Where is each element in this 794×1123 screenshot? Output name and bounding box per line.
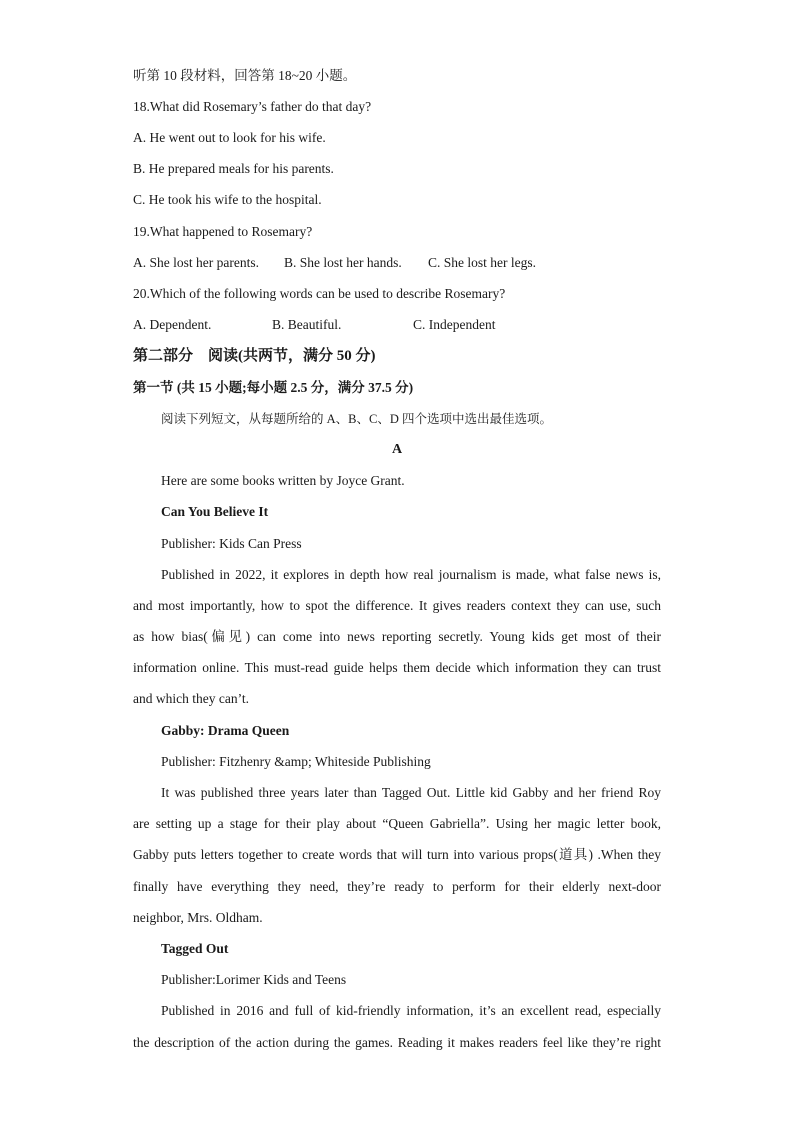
book-title-tagged-out: Tagged Out bbox=[161, 941, 229, 956]
paragraph-line: Published in 2016 and full of kid-friendly information, it’s an excellent read, especially bbox=[161, 1003, 661, 1018]
paragraph-line: and which they can’t. bbox=[133, 691, 249, 706]
question-19-option-b: B. She lost her hands. bbox=[284, 255, 402, 270]
question-19-option-a: A. She lost her parents. bbox=[133, 255, 259, 270]
passage-letter: A bbox=[391, 442, 403, 457]
listening-intro: 听第 10 段材料，回答第 18~20 小题。 bbox=[133, 68, 357, 83]
book-title-gabby-drama-queen: Gabby: Drama Queen bbox=[161, 723, 290, 738]
question-18-stem: 18.What did Rosemary’s father do that day? bbox=[133, 99, 372, 114]
reading-instruction: 阅读下列短文，从每题所给的 A、B、C、D 四个选项中选出最佳选项。 bbox=[161, 412, 552, 426]
paragraph-line: and most importantly, how to spot the difference. It gives readers context they can use, such bbox=[133, 598, 661, 613]
paragraph-line: are setting up a stage for their play about “Queen Gabriella”. Using her magic letter book, bbox=[133, 816, 661, 831]
book-publisher: Publisher: Fitzhenry &amp; Whiteside Publishing bbox=[161, 754, 431, 769]
question-20-option-a: A. Dependent. bbox=[133, 317, 212, 332]
reading-part-title: 第二部分 阅读(共两节，满分 50 分) bbox=[133, 348, 376, 364]
paragraph-line: It was published three years later than Tagged Out. Little kid Gabby and her friend Roy bbox=[161, 785, 661, 800]
question-19-stem: 19.What happened to Rosemary? bbox=[133, 224, 313, 239]
question-19-options bbox=[133, 254, 661, 272]
question-18-option-a: A. He went out to look for his wife. bbox=[133, 130, 326, 145]
question-18-option-c: C. He took his wife to the hospital. bbox=[133, 192, 322, 207]
question-19-option-c: C. She lost her legs. bbox=[428, 255, 536, 270]
question-18-option-b: B. He prepared meals for his parents. bbox=[133, 161, 334, 176]
passage-intro: Here are some books written by Joyce Grant. bbox=[161, 473, 405, 488]
paragraph-line: neighbor, Mrs. Oldham. bbox=[133, 910, 263, 925]
question-20-stem: 20.Which of the following words can be used to describe Rosemary? bbox=[133, 286, 506, 301]
paragraph-line: Gabby puts letters together to create words that will turn into various props(道具) .When they bbox=[133, 847, 661, 862]
paragraph-line: Published in 2022, it explores in depth how real journalism is made, what false news is, bbox=[161, 567, 661, 582]
paragraph-line: the description of the action during the games. Reading it makes readers feel like they’re right bbox=[133, 1035, 661, 1050]
book-publisher: Publisher:Lorimer Kids and Teens bbox=[161, 972, 347, 987]
reading-section-title: 第一节 (共 15 小题;每小题 2.5 分，满分 37.5 分) bbox=[133, 380, 414, 395]
question-20-options bbox=[133, 316, 661, 334]
question-20-option-b: B. Beautiful. bbox=[272, 317, 342, 332]
paragraph-line: information online. This must-read guide helps them decide which information they can trust bbox=[133, 660, 661, 675]
book-title-can-you-believe-it: Can You Believe It bbox=[161, 504, 269, 519]
paragraph-line: finally have everything they need, they’re ready to perform for their elderly next-door bbox=[133, 879, 661, 894]
question-20-option-c: C. Independent bbox=[413, 317, 496, 332]
paragraph-line: as how bias(偏见) can come into news reporting secretly. Young kids get most of their bbox=[133, 629, 661, 644]
book-publisher: Publisher: Kids Can Press bbox=[161, 536, 302, 551]
